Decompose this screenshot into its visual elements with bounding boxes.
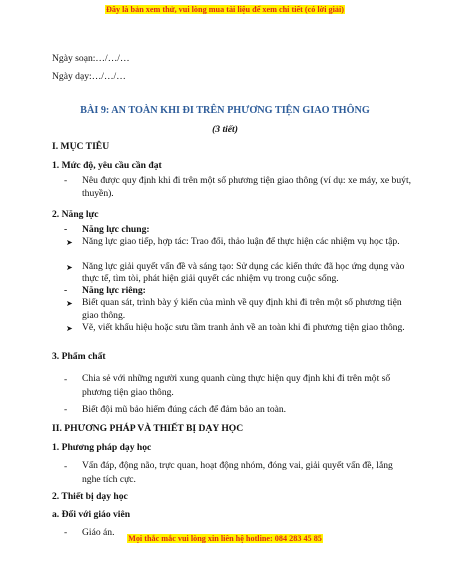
specific-competence-item: Vẽ, viết khẩu hiệu hoặc sưu tầm tranh ảnh về an toàn khi đi phương tiện giao thông. [82,322,405,333]
preview-banner: Đây là bản xem thử, vui lòng mua tài liệu để xem chi tiết (có lời giải) [105,5,344,14]
subsection-requirements: 1. Mức độ, yêu cầu cần đạt [52,160,162,171]
general-competence-item: Năng lực giao tiếp, hợp tác: Trao đổi, thảo luận để thực hiện các nhiệm vụ học tập. [82,236,400,247]
subsection-teaching-methods: 1. Phương pháp dạy học [52,442,152,453]
teacher-item: Giáo án. [82,527,115,538]
requirement-item: Nêu được quy định khi đi trên một số phương tiện giao thông (ví dụ: xe máy, xe buýt, thuyền). [82,175,412,199]
dash-marker: - [64,527,68,538]
dash-marker: - [64,224,68,235]
bullet-icon: ➤ [66,263,73,272]
subsection-competence: 2. Năng lực [52,209,99,220]
specific-competence-label: Năng lực riêng: [82,285,146,296]
lesson-title: BÀI 9: AN TOÀN KHI ĐI TRÊN PHƯƠNG TIỆN GIAO THÔNG [80,105,370,116]
lesson-duration: (3 tiết) [212,124,238,135]
hotline-banner: Mọi thắc mắc vui lòng xin liên hệ hotline: 084 283 45 85 [128,534,322,543]
section-methods: II. PHƯƠNG PHÁP VÀ THIẾT BỊ DẠY HỌC [52,423,244,434]
subsection-equipment: 2. Thiết bị dạy học [52,491,128,502]
general-competence-label: Năng lực chung: [82,224,150,235]
bullet-icon: ➤ [66,324,73,333]
date-taught: Ngày dạy:…/…/… [52,71,126,82]
quality-item: Chia sẻ với những người xung quanh cùng thực hiện quy định khi đi trên một số phương tiện giao thông. [82,373,391,398]
subsection-teacher: a. Đối với giáo viên [52,509,131,520]
dash-marker: - [64,374,68,385]
dash-marker: - [64,461,68,472]
dash-marker: - [64,404,68,415]
specific-competence-item: Biết quan sát, trình bày ý kiến của mình về quy định khi đi trên một số phương tiện giao thông. [82,297,402,321]
dash-marker: - [64,175,68,186]
general-competence-item: Năng lực giải quyết vấn đề và sáng tạo: Sử dụng các kiến thức đã học ứng dụng vào thực tế, tìm tòi, phát hiện giải quyết các nhiệm vụ trong cuộc sống. [82,261,405,284]
section-objectives: I. MỤC TIÊU [52,141,110,152]
dash-marker: - [64,285,68,296]
bullet-icon: ➤ [66,238,73,247]
subsection-qualities: 3. Phẩm chất [52,351,106,362]
bullet-icon: ➤ [66,299,73,308]
quality-item: Biết đội mũ bảo hiểm đúng cách để đảm bảo an toàn. [82,404,287,415]
date-prepared: Ngày soạn:…/…/… [52,53,130,64]
method-item: Vấn đáp, động não, trực quan, hoạt động nhóm, đóng vai, giải quyết vấn đề, lắng nghe tích cực. [82,460,393,485]
